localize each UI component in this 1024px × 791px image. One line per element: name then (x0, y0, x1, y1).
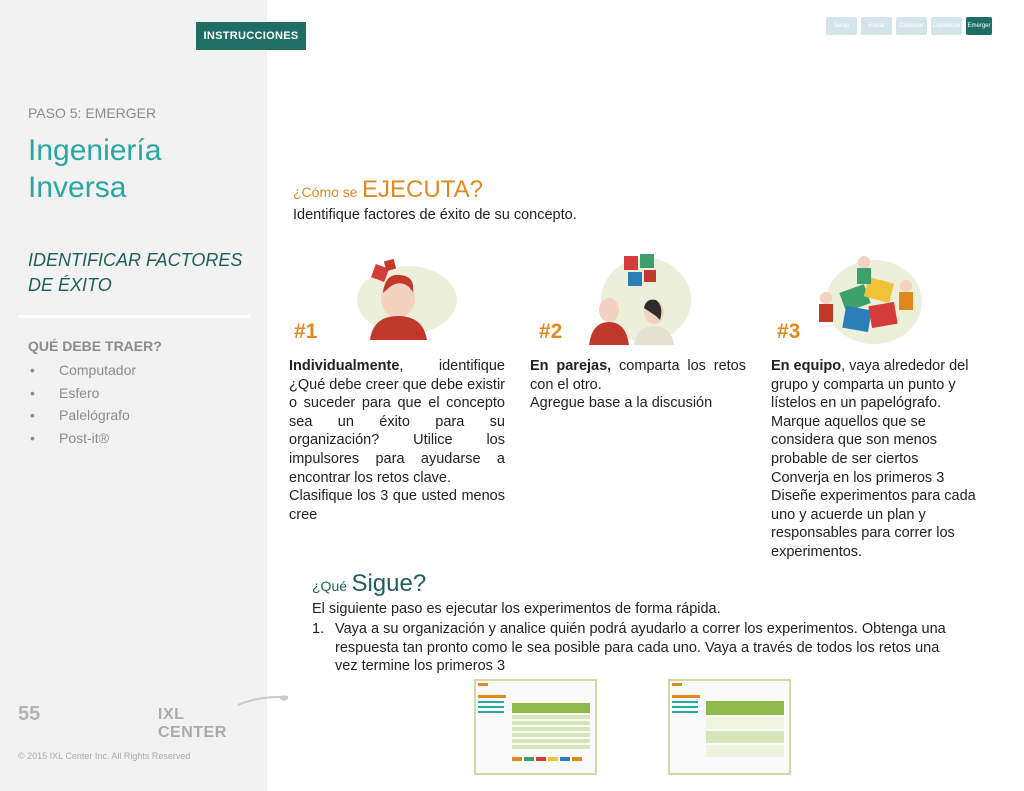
how-heading (293, 176, 483, 204)
step-number-1: #1 (294, 320, 318, 343)
how-big: EJECUTA? (362, 176, 483, 203)
step-2-extra: Agregue base a la discusión (530, 395, 713, 412)
pair-discussion-illustration (584, 250, 694, 345)
leaf-icon (198, 694, 293, 706)
worksheet-thumbnail-1 (474, 679, 597, 775)
next-small: ¿Qué (312, 578, 348, 594)
tab-entrar[interactable]: Entrar (861, 17, 892, 35)
step-1-body: , identifique ¿Qué debe creer que debe existir o suceder para que el concepto sea un éxito para su organización? Utilice los impulsores para ayudarse a encontrar los retos clave. (289, 358, 506, 486)
how-subtitle: Identifique factores de éxito de su concepto. (293, 207, 577, 223)
step-2-bold: En parejas, (530, 358, 612, 374)
worksheet-preview-1 (476, 681, 595, 773)
next-big: Sigue? (351, 570, 427, 597)
next-heading (312, 570, 426, 598)
title-line-2: Inversa (28, 171, 127, 204)
subtitle-line-1: IDENTIFICAR FACTORES (28, 250, 243, 270)
step-1-bold: Individualmente (289, 358, 400, 374)
step-3-body: , vaya alrededor del grupo y comparta un punto y lístelos en un papelógrafo. (771, 358, 969, 412)
next-list (312, 620, 952, 676)
ixl-logo (158, 696, 253, 741)
step-3-extra-3: Diseñe experimentos para cada uno y acuerde un plan y responsables para correr los experimentos. (771, 488, 976, 560)
worksheet-thumbnail-2 (668, 679, 791, 775)
next-subtitle: El siguiente paso es ejecutar los experimentos de forma rápida. (312, 601, 721, 617)
list-number: 1. (312, 621, 325, 637)
tab-conectar[interactable]: Conectar (896, 17, 927, 35)
tab-setup[interactable]: Setup (826, 17, 857, 35)
list-item: • Esfero (28, 382, 136, 405)
how-small: ¿Cómo se (293, 184, 358, 200)
step-3-bold: En equipo (771, 358, 842, 374)
individual-thinking-illustration (335, 258, 460, 340)
page-title (28, 132, 248, 206)
step-2-body: comparta los retos con el otro. (530, 358, 746, 393)
worksheet-preview-2 (670, 681, 789, 773)
page-number: 55 (18, 703, 41, 725)
step-1-text (289, 357, 505, 524)
logo-text: IXL CENTER (158, 706, 227, 741)
step-3-extra-2: Converja en los primeros 3 (771, 469, 945, 486)
divider (18, 315, 250, 318)
step-3-extra-1: Marque aquellos que se considera que son menos probable de ser ciertos (771, 413, 938, 467)
section-subtitle (28, 248, 248, 298)
bring-list (28, 359, 136, 449)
list-item: Vaya a su organización y analice quién podrá ayudarlo a correr los experimentos. Obtenga una respuesta tan pronto como le sea posible para cada uno. Vaya a través de todos los retos una vez termine los primeros 3 (335, 621, 946, 675)
list-item: • Post-it® (28, 427, 136, 450)
subtitle-line-2: DE ÉXITO (28, 275, 112, 295)
step-number-2: #2 (539, 320, 563, 343)
step-1-extra: Clasifique los 3 que usted menos cree (289, 488, 505, 523)
tab-emerger[interactable]: Emerger (966, 17, 992, 35)
step-2-text (530, 357, 746, 413)
title-line-1: Ingeniería (28, 134, 162, 167)
step-tabs (826, 17, 992, 35)
step-number-3: #3 (777, 320, 801, 343)
step-label: PASO 5: EMERGER (28, 105, 157, 121)
list-item: • Palelógrafo (28, 404, 136, 427)
team-puzzle-illustration (814, 250, 924, 348)
bring-heading: QUÉ DEBE TRAER? (28, 338, 162, 354)
tab-comenzar[interactable]: Comenzar (931, 17, 962, 35)
copyright: © 2015 IXL Center Inc. All Rights Reserved (18, 751, 191, 761)
instructions-button[interactable]: INSTRUCCIONES (196, 22, 306, 50)
list-item: • Computador (28, 359, 136, 382)
step-3-text (771, 357, 991, 562)
